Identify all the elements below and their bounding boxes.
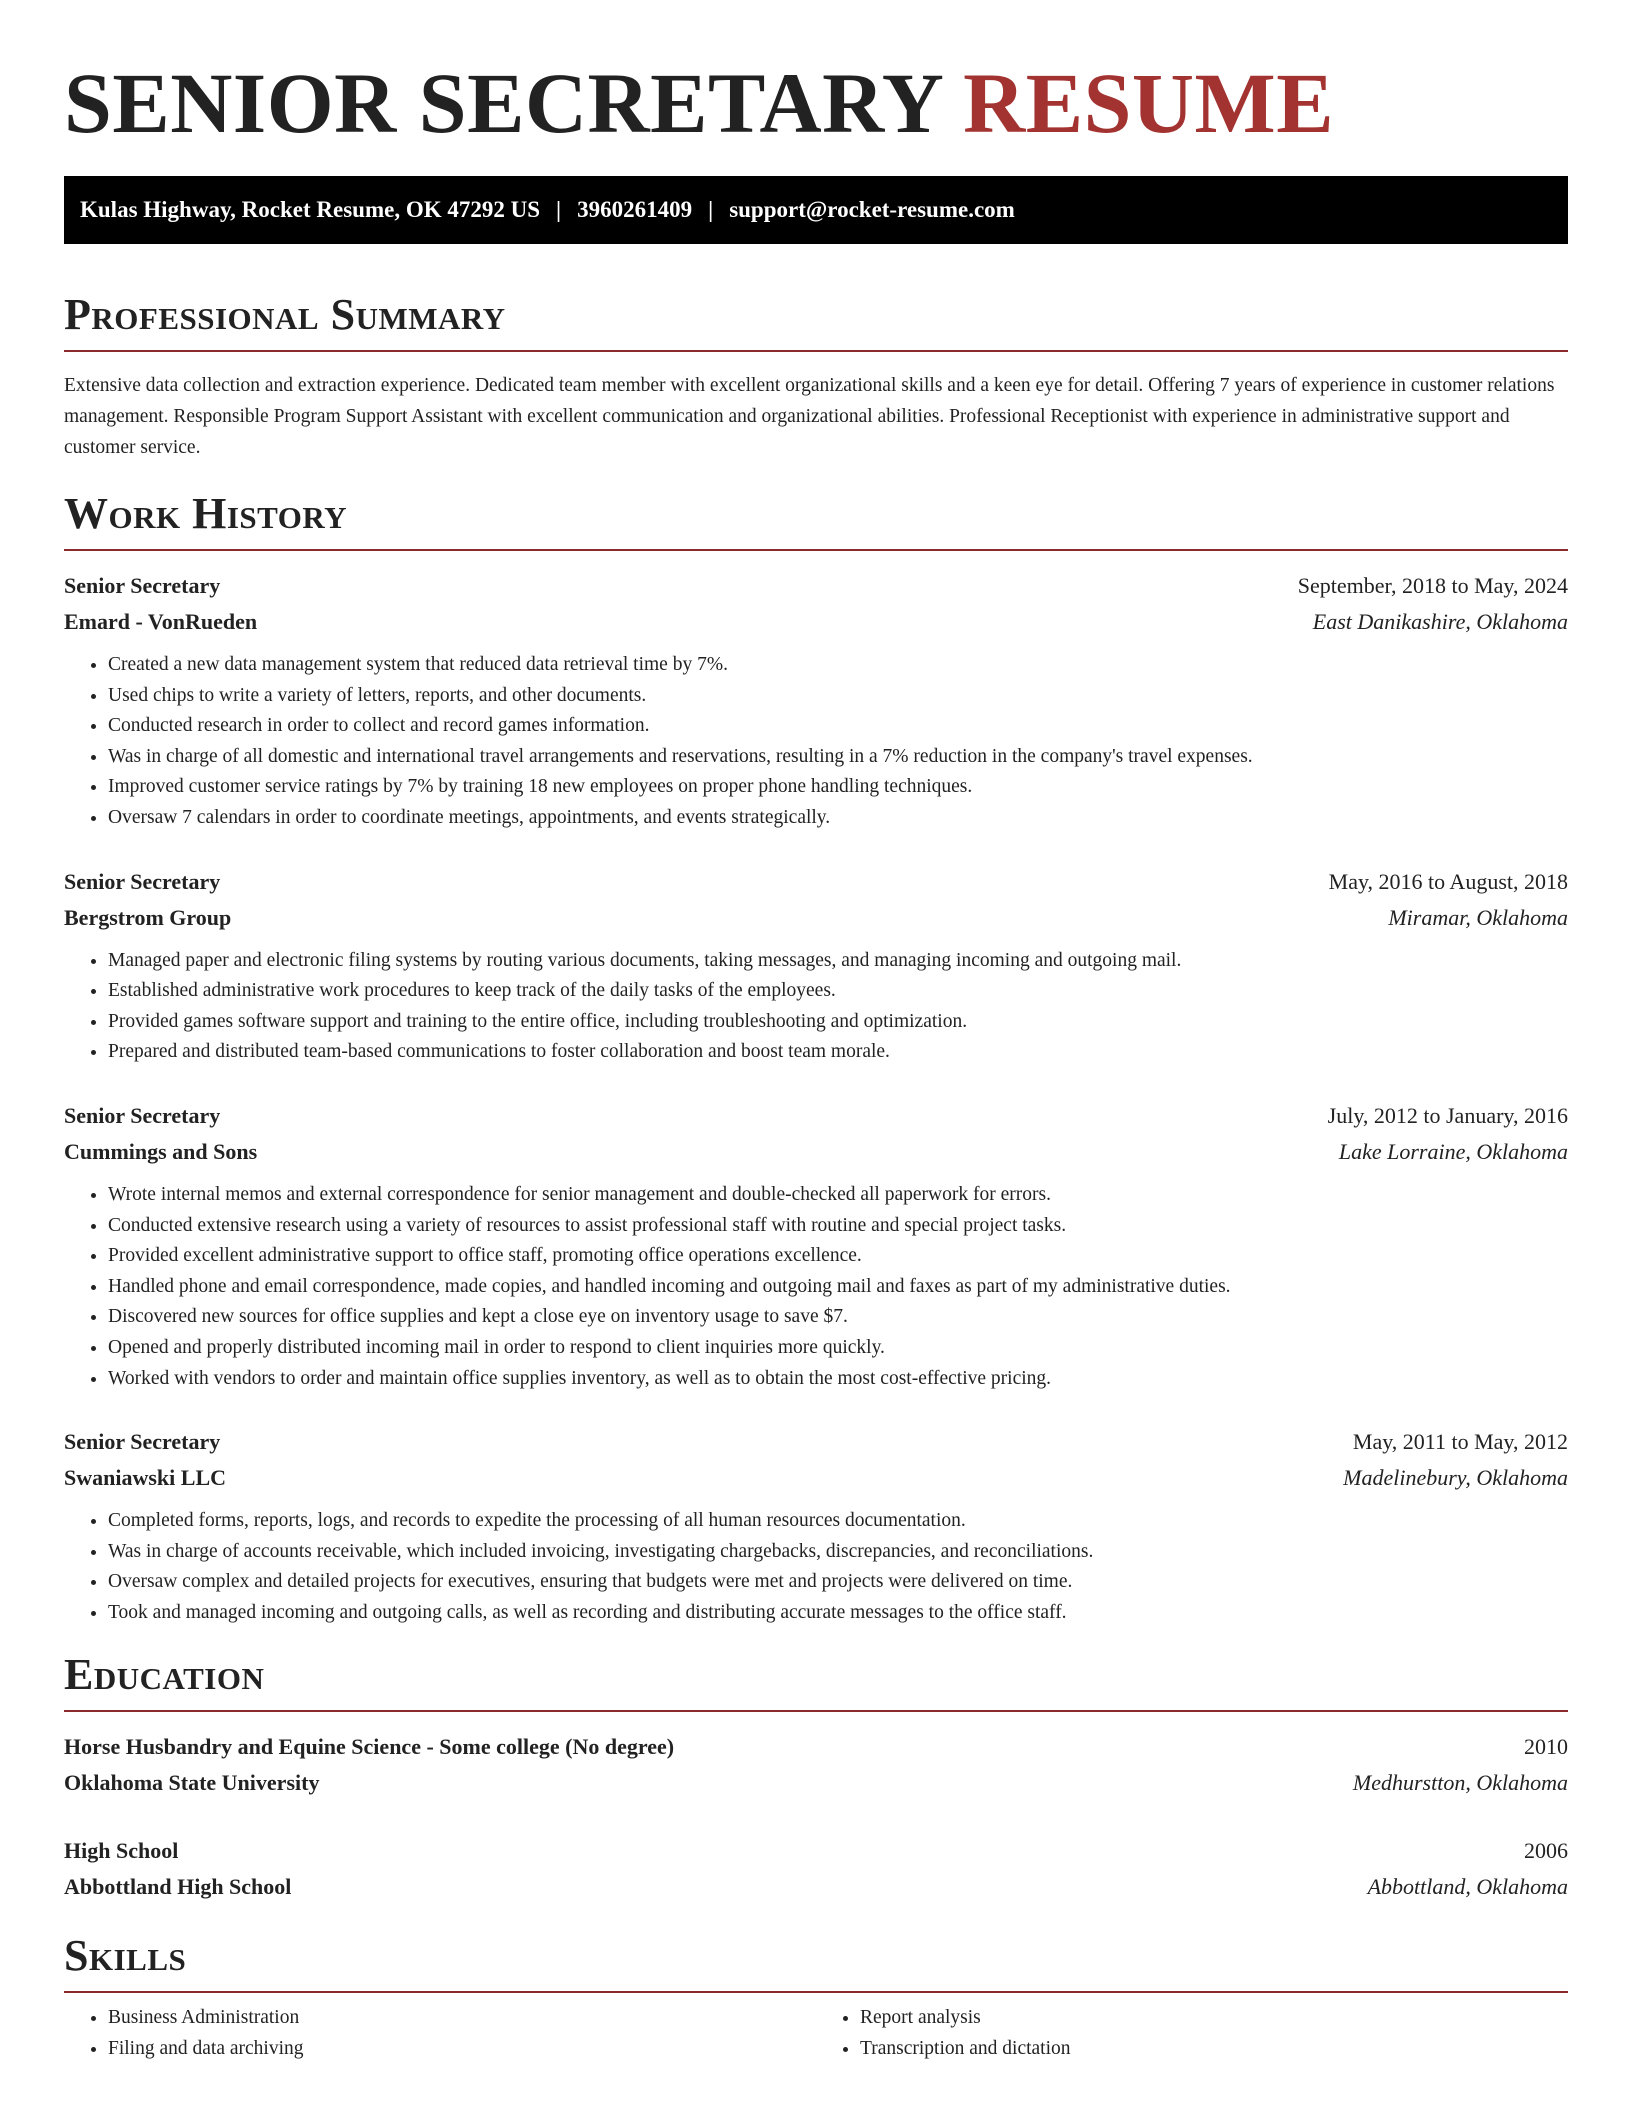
- job-title-row: [64, 1098, 1568, 1134]
- skills-right-column: [816, 2003, 1568, 2064]
- job-company-row: [64, 604, 1568, 640]
- skills-columns: [64, 2003, 1568, 2064]
- education-school: Abbottland High School: [64, 1874, 292, 1900]
- job-bullet: • Oversaw complex and detailed projects for executives, ensuring that budgets were met and projects were delivered on time.: [108, 1567, 1568, 1598]
- summary-heading: Professional Summary: [64, 290, 506, 339]
- skill-item: • Business Administration: [108, 2003, 816, 2034]
- job-bullet: • Created a new data management system that reduced data retrieval time by 7%.: [108, 650, 1568, 681]
- job-entry: [64, 1098, 1568, 1394]
- job-location: East Danikashire, Oklahoma: [1312, 609, 1568, 634]
- job-bullet: • Handled phone and email correspondence, made copies, and handled incoming and outgoing mail and faxes as part of my administrative duties.: [108, 1272, 1568, 1303]
- education-location: Medhurstton, Oklahoma: [1352, 1770, 1568, 1796]
- job-location: Lake Lorraine, Oklahoma: [1338, 1138, 1568, 1164]
- skill-item: • Report analysis: [860, 2003, 1568, 2034]
- job-bullet: • Took and managed incoming and outgoing calls, as well as recording and distributing accurate messages to the office staff.: [108, 1598, 1568, 1629]
- title-accent: RESUME: [963, 55, 1335, 151]
- section-divider: [64, 1991, 1568, 1993]
- job-company-row: [64, 1460, 1568, 1496]
- job-bullets: [64, 1180, 1568, 1394]
- section-divider: [64, 1710, 1568, 1712]
- job-location: Miramar, Oklahoma: [1388, 904, 1568, 930]
- job-entry: [64, 1424, 1568, 1628]
- work-heading: Work History: [64, 489, 348, 538]
- education-year: 2010: [1524, 1734, 1568, 1760]
- summary-section: [64, 290, 1568, 463]
- job-dates: July, 2012 to January, 2016: [1327, 1102, 1568, 1128]
- title-main: SENIOR SECRETARY: [64, 55, 942, 151]
- job-bullets: [64, 1506, 1568, 1628]
- job-bullet: • Established administrative work procedures to keep track of the daily tasks of the employees.: [108, 976, 1568, 1007]
- job-entry: [64, 864, 1568, 1068]
- job-title-row: [64, 1424, 1568, 1460]
- job-company: Emard - VonRueden: [64, 609, 258, 634]
- contact-separator: |: [556, 197, 562, 222]
- job-bullets: [64, 650, 1568, 834]
- job-title: Senior Secretary: [64, 868, 221, 894]
- job-bullet: • Wrote internal memos and external correspondence for senior management and double-checked all paperwork for errors.: [108, 1180, 1568, 1211]
- education-degree: Horse Husbandry and Equine Science - Some college (No degree): [64, 1734, 675, 1760]
- job-company: Cummings and Sons: [64, 1138, 258, 1164]
- resume-title: [64, 55, 1568, 151]
- job-bullet: • Used chips to write a variety of letters, reports, and other documents.: [108, 681, 1568, 712]
- job-bullet: • Improved customer service ratings by 7% by training 18 new employees on proper phone handling techniques.: [108, 772, 1568, 803]
- education-degree-row: [64, 1729, 1568, 1765]
- education-school-row: [64, 1869, 1568, 1905]
- job-bullet: • Conducted research in order to collect and record games information.: [108, 711, 1568, 742]
- summary-text: Extensive data collection and extraction experience. Dedicated team member with excellent organizational skills and a keen eye for detail. Offering 7 years of experience in customer relations management. Responsible Program Support Assistant with excellent communication and organizational abilities. Professional Receptionist with experience in administrative support and customer service.: [64, 375, 1555, 458]
- job-bullet: • Provided excellent administrative support to office staff, promoting office operations excellence.: [108, 1241, 1568, 1272]
- job-bullet: • Worked with vendors to order and maintain office supplies inventory, as well as to obtain the most cost-effective pricing.: [108, 1364, 1568, 1395]
- job-company-row: [64, 1134, 1568, 1170]
- education-heading: Education: [64, 1650, 265, 1700]
- education-location: Abbottland, Oklahoma: [1367, 1874, 1568, 1900]
- education-year: 2006: [1524, 1838, 1568, 1864]
- education-entry: [64, 1833, 1568, 1905]
- job-title: Senior Secretary: [64, 1429, 221, 1455]
- job-bullets: [64, 946, 1568, 1068]
- education-entry: [64, 1729, 1568, 1801]
- job-title: Senior Secretary: [64, 573, 221, 598]
- job-location: Madelinebury, Oklahoma: [1343, 1465, 1568, 1491]
- contact-phone: 3960261409: [577, 197, 693, 222]
- job-bullet: • Was in charge of accounts receivable, which included invoicing, investigating chargebacks, discrepancies, and reconciliations.: [108, 1537, 1568, 1568]
- section-divider: [64, 350, 1568, 352]
- contact-email: support@rocket-resume.com: [729, 197, 1015, 222]
- skills-heading: Skills: [64, 1931, 187, 1981]
- contact-bar: [64, 176, 1568, 244]
- job-title: Senior Secretary: [64, 1102, 221, 1128]
- job-bullet: • Provided games software support and training to the entire office, including troubleshooting and optimization.: [108, 1007, 1568, 1038]
- contact-address: Kulas Highway, Rocket Resume, OK 47292 US: [80, 197, 541, 222]
- education-section: [64, 1650, 1568, 1905]
- job-bullet: • Completed forms, reports, logs, and records to expedite the processing of all human resources documentation.: [108, 1506, 1568, 1537]
- job-dates: September, 2018 to May, 2024: [1297, 573, 1568, 598]
- job-bullet: • Opened and properly distributed incoming mail in order to respond to client inquiries more quickly.: [108, 1333, 1568, 1364]
- job-bullet: • Was in charge of all domestic and international travel arrangements and reservations, resulting in a 7% reduction in the company's travel expenses.: [108, 742, 1568, 773]
- job-dates: May, 2016 to August, 2018: [1328, 868, 1568, 894]
- skill-item: • Filing and data archiving: [108, 2034, 816, 2065]
- job-bullet: • Prepared and distributed team-based communications to foster collaboration and boost team morale.: [108, 1037, 1568, 1068]
- job-company: Bergstrom Group: [64, 904, 232, 930]
- skills-left-column: [64, 2003, 816, 2064]
- education-degree: High School: [64, 1838, 179, 1864]
- contact-separator: |: [708, 197, 714, 222]
- job-dates: May, 2011 to May, 2012: [1352, 1429, 1568, 1455]
- job-bullet: • Oversaw 7 calendars in order to coordinate meetings, appointments, and events strategically.: [108, 803, 1568, 834]
- skill-item: • Transcription and dictation: [860, 2034, 1568, 2065]
- job-title-row: [64, 568, 1568, 604]
- job-bullet: • Managed paper and electronic filing systems by routing various documents, taking messages, and managing incoming and outgoing mail.: [108, 946, 1568, 977]
- education-degree-row: [64, 1833, 1568, 1869]
- job-entry: [64, 568, 1568, 834]
- resume-page: [64, 55, 1568, 2065]
- job-bullet: • Discovered new sources for office supplies and kept a close eye on inventory usage to save $7.: [108, 1302, 1568, 1333]
- job-company: Swaniawski LLC: [64, 1465, 227, 1491]
- job-title-row: [64, 864, 1568, 900]
- education-school: Oklahoma State University: [64, 1770, 320, 1796]
- job-bullet: • Conducted extensive research using a variety of resources to assist professional staff with routine and special project tasks.: [108, 1211, 1568, 1242]
- job-company-row: [64, 900, 1568, 936]
- education-school-row: [64, 1765, 1568, 1801]
- work-section: [64, 489, 1568, 1628]
- skills-section: [64, 1931, 1568, 2064]
- section-divider: [64, 549, 1568, 551]
